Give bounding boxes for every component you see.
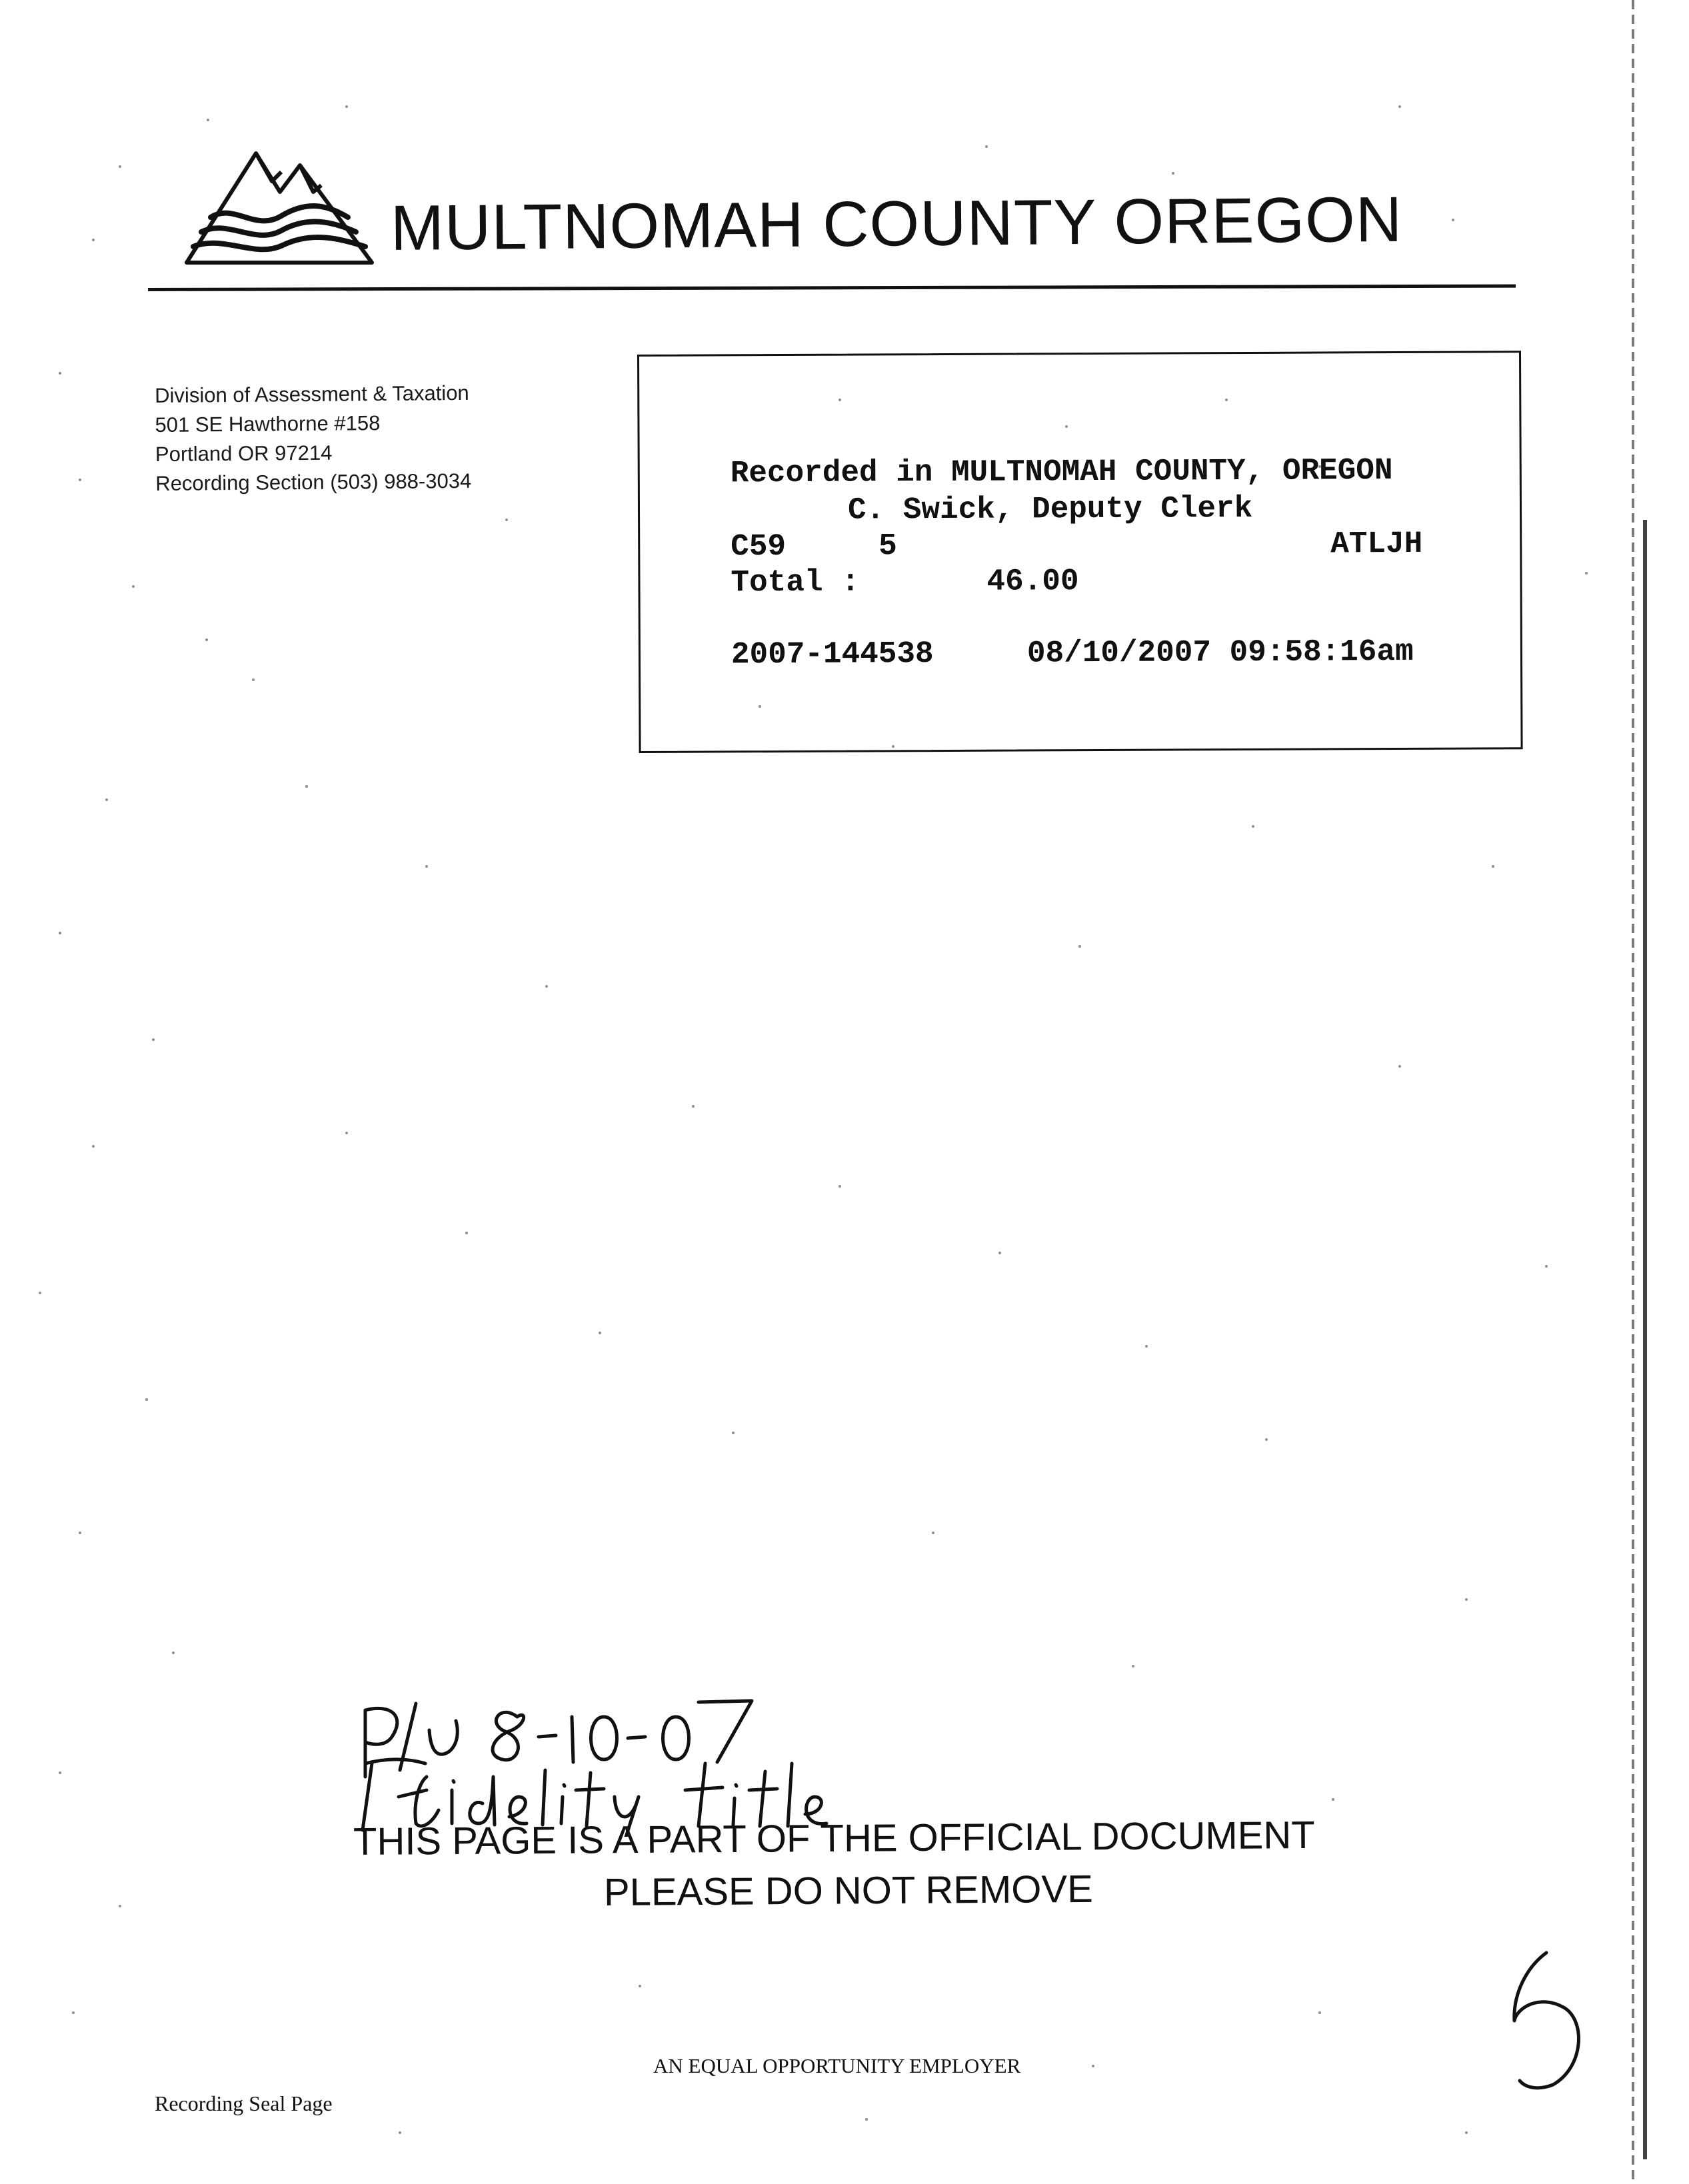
do-not-remove-notice: PLEASE DO NOT REMOVE: [603, 1867, 1093, 1914]
official-document-notice: THIS PAGE IS A PART OF THE OFFICIAL DOCUMENT: [353, 1813, 1315, 1863]
scan-edge-bar: [1643, 520, 1647, 2159]
handwritten-page-number: [1500, 1947, 1606, 2094]
clerk-initials: ATLJH: [1330, 526, 1423, 562]
recording-stamp-box: [637, 351, 1523, 753]
address-line-phone: Recording Section (503) 988-3034: [155, 469, 472, 495]
scan-edge-line: [1632, 0, 1634, 2184]
page-count: 5: [878, 529, 897, 564]
deputy-clerk-line: C. Swick, Deputy Clerk: [847, 491, 1253, 528]
address-block: [155, 379, 471, 499]
total-value: 46.00: [986, 564, 1079, 599]
county-title: MULTNOMAH COUNTY OREGON: [390, 183, 1403, 264]
address-line-street: 501 SE Hawthorne #158: [155, 411, 381, 437]
recorded-in-line: Recorded in MULTNOMAH COUNTY, OREGON: [730, 453, 1393, 491]
handwritten-pickup-note: [352, 1690, 952, 1837]
recording-datetime: 08/10/2007 09:58:16am: [1026, 634, 1414, 671]
mountain-river-logo-icon: [181, 139, 376, 269]
address-line-division: Division of Assessment & Taxation: [155, 381, 469, 407]
recording-code: C59: [731, 529, 787, 564]
recording-seal-label: Recording Seal Page: [155, 2091, 333, 2115]
instrument-number: 2007-144538: [731, 636, 934, 672]
equal-opportunity-text: AN EQUAL OPPORTUNITY EMPLOYER: [653, 2054, 1021, 2077]
address-line-city: Portland OR 97214: [155, 441, 333, 466]
total-label: Total :: [731, 564, 860, 600]
